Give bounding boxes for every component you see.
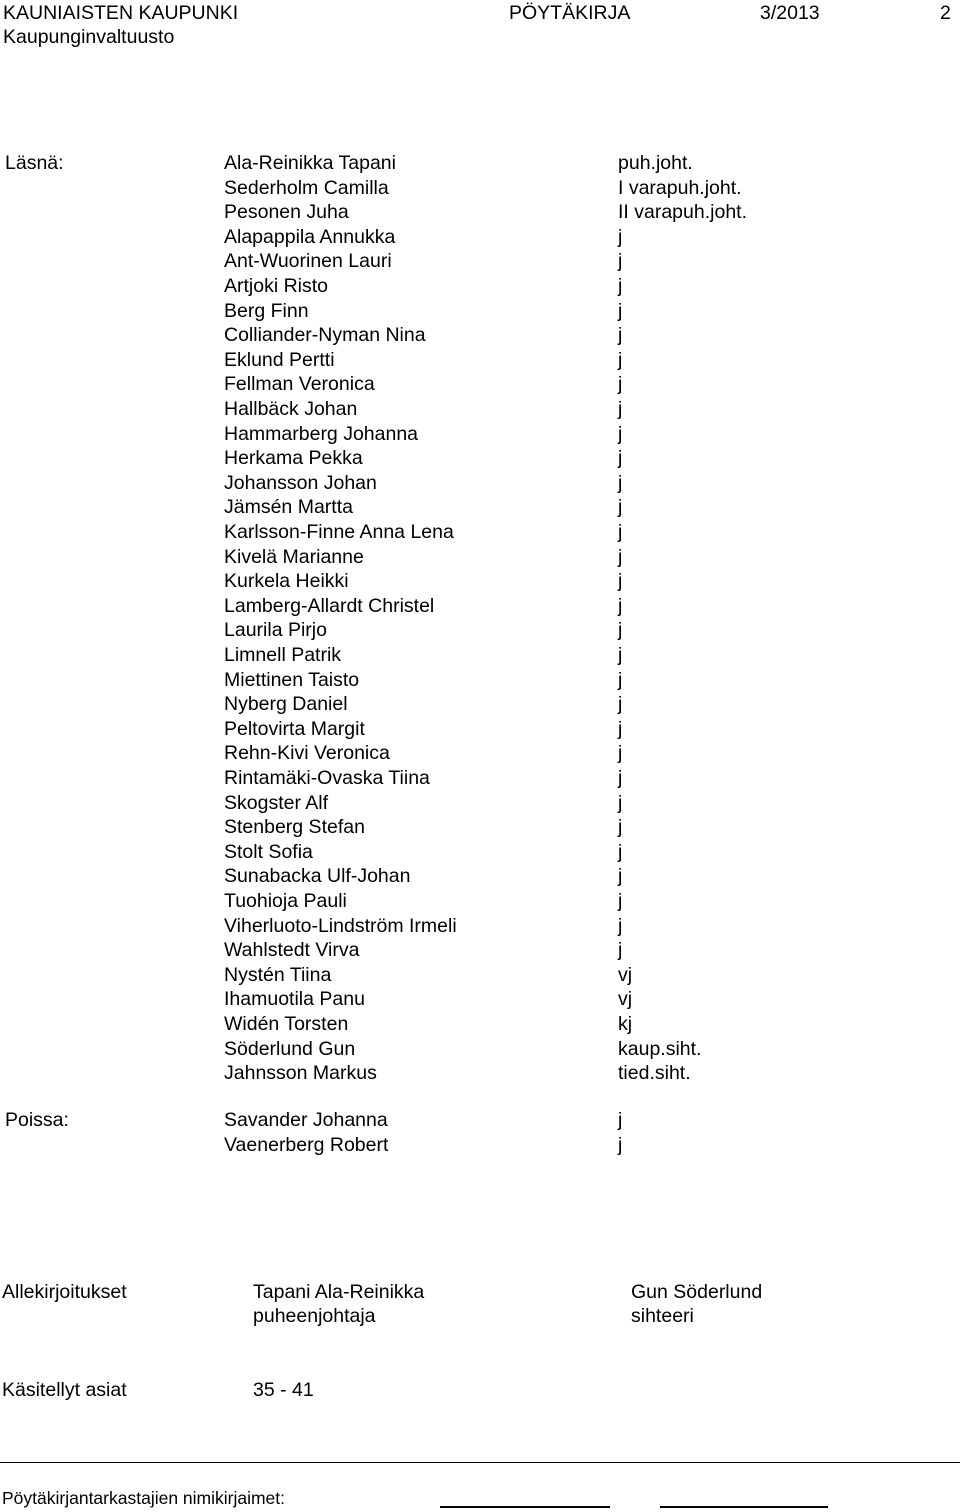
- present-row: [0, 225, 960, 250]
- present-member-role: kj: [618, 1013, 633, 1035]
- present-member-role: j: [618, 767, 623, 789]
- absent-member-name: Savander Johanna: [224, 1109, 388, 1131]
- present-member-name: Miettinen Taisto: [224, 668, 360, 691]
- initials-line-1: [440, 1506, 610, 1508]
- present-member-role: j: [618, 422, 623, 445]
- present-member-name: Jämsén Martta: [224, 496, 353, 519]
- present-member-name: Pesonen Juha: [224, 201, 349, 224]
- header-body: Kaupunginvaltuusto: [3, 26, 175, 48]
- present-member-name: Stenberg Stefan: [224, 816, 365, 839]
- present-member-role: j: [618, 914, 623, 937]
- chair-name: Tapani Ala-Reinikka: [253, 1281, 425, 1303]
- present-member-name: Stolt Sofia: [224, 840, 313, 863]
- present-row: [0, 446, 960, 471]
- present-member-role: j: [618, 693, 623, 716]
- absent-label: Poissa:: [5, 1109, 69, 1131]
- present-member-role: j: [618, 496, 623, 519]
- present-row: [0, 471, 960, 496]
- present-row: [0, 348, 960, 373]
- present-member-role: j: [618, 324, 623, 347]
- present-member-role: j: [618, 840, 623, 863]
- present-row: [0, 840, 960, 865]
- present-member-role: j: [618, 890, 623, 912]
- present-member-name: Widén Torsten: [224, 1013, 349, 1035]
- present-member-name: Kivelä Marianne: [224, 545, 364, 568]
- present-member-name: Nyberg Daniel: [224, 693, 348, 716]
- footer-divider: [0, 1462, 960, 1463]
- present-member-role: j: [618, 250, 623, 273]
- present-member-role: j: [618, 816, 623, 839]
- present-member-name: Peltovirta Margit: [224, 717, 365, 740]
- present-row: [0, 1012, 960, 1037]
- present-member-role: I varapuh.joht.: [618, 176, 742, 199]
- present-row: [0, 151, 960, 176]
- present-row: [0, 987, 960, 1012]
- header-page-number: 2: [940, 2, 951, 24]
- present-member-name: Tuohioja Pauli: [224, 890, 347, 912]
- absent-member-name: Vaenerberg Robert: [224, 1133, 389, 1156]
- present-member-role: j: [618, 594, 623, 617]
- present-member-name: Hammarberg Johanna: [224, 422, 419, 445]
- present-row: [0, 569, 960, 594]
- signatures-label: Allekirjoitukset: [2, 1281, 127, 1303]
- present-member-name: Limnell Patrik: [224, 644, 342, 666]
- present-row: [0, 299, 960, 324]
- header-doc-type: PÖYTÄKIRJA: [509, 2, 631, 24]
- present-row: [0, 520, 960, 545]
- present-row: [0, 643, 960, 668]
- footer-label: Pöytäkirjantarkastajien nimikirjaimet:: [2, 1488, 286, 1508]
- present-member-role: j: [618, 668, 623, 691]
- present-member-name: Herkama Pekka: [224, 447, 363, 470]
- present-member-role: j: [618, 225, 623, 248]
- present-member-name: Kurkela Heikki: [224, 570, 349, 593]
- present-member-name: Artjoki Risto: [224, 275, 329, 297]
- present-row: [0, 397, 960, 422]
- present-row: [0, 372, 960, 397]
- present-member-role: j: [618, 865, 623, 888]
- present-member-role: j: [618, 348, 623, 371]
- present-member-role: vj: [618, 988, 633, 1011]
- absent-member-role: j: [618, 1109, 623, 1131]
- present-row: [0, 1061, 960, 1086]
- present-member-role: puh.joht.: [618, 152, 693, 174]
- present-member-name: Colliander-Nyman Nina: [224, 324, 426, 347]
- present-row: [0, 594, 960, 619]
- initials-line-2: [660, 1506, 828, 1508]
- present-member-name: Söderlund Gun: [224, 1037, 356, 1060]
- present-member-name: Fellman Veronica: [224, 373, 375, 396]
- present-row: [0, 422, 960, 447]
- present-row: [0, 889, 960, 914]
- secretary-title: sihteeri: [631, 1305, 694, 1327]
- present-member-name: Ala-Reinikka Tapani: [224, 152, 396, 174]
- present-member-name: Ant-Wuorinen Lauri: [224, 250, 392, 273]
- present-row: [0, 668, 960, 693]
- present-member-role: tied.siht.: [618, 1062, 691, 1085]
- present-member-role: j: [618, 447, 623, 470]
- present-member-role: II varapuh.joht.: [618, 201, 747, 224]
- present-member-name: Wahlstedt Virva: [224, 939, 360, 962]
- present-member-name: Skogster Alf: [224, 791, 329, 814]
- present-member-role: j: [618, 939, 623, 962]
- present-member-name: Johansson Johan: [224, 471, 377, 494]
- present-row: [0, 741, 960, 766]
- present-member-name: Karlsson-Finne Anna Lena: [224, 521, 454, 543]
- present-member-name: Sederholm Camilla: [224, 176, 389, 199]
- present-member-role: j: [618, 619, 623, 642]
- present-row: [0, 323, 960, 348]
- present-member-role: j: [618, 742, 623, 765]
- present-member-name: Laurila Pirjo: [224, 619, 327, 642]
- present-member-name: Alapappila Annukka: [224, 225, 396, 248]
- absent-row: [0, 1108, 960, 1133]
- present-row: [0, 692, 960, 717]
- present-row: [0, 791, 960, 816]
- present-row: [0, 249, 960, 274]
- present-member-name: Jahnsson Markus: [224, 1062, 377, 1085]
- present-row: [0, 717, 960, 742]
- present-member-role: vj: [618, 963, 633, 986]
- secretary-name: Gun Söderlund: [631, 1281, 763, 1303]
- present-member-name: Lamberg-Allardt Christel: [224, 594, 435, 617]
- present-member-name: Rehn-Kivi Veronica: [224, 742, 390, 765]
- present-member-name: Sunabacka Ulf-Johan: [224, 865, 411, 888]
- present-row: [0, 200, 960, 225]
- present-member-role: j: [618, 717, 623, 740]
- present-row: [0, 815, 960, 840]
- present-member-role: j: [618, 471, 623, 494]
- present-member-role: j: [618, 545, 623, 568]
- present-member-name: Viherluoto-Lindström Irmeli: [224, 914, 457, 937]
- present-row: [0, 864, 960, 889]
- present-member-role: j: [618, 521, 623, 543]
- present-row: [0, 545, 960, 570]
- present-member-role: j: [618, 275, 623, 297]
- present-member-name: Rintamäki-Ovaska Tiina: [224, 767, 430, 789]
- absent-member-role: j: [618, 1133, 623, 1156]
- present-row: [0, 938, 960, 963]
- present-row: [0, 274, 960, 299]
- chair-title: puheenjohtaja: [253, 1305, 376, 1327]
- present-member-role: j: [618, 373, 623, 396]
- present-member-role: j: [618, 791, 623, 814]
- header-number: 3/2013: [760, 2, 820, 24]
- header-org: KAUNIAISTEN KAUPUNKI: [3, 2, 239, 24]
- present-row: [0, 766, 960, 791]
- handled-value: 35 - 41: [253, 1379, 314, 1401]
- present-row: [0, 176, 960, 201]
- present-member-role: j: [618, 644, 623, 666]
- present-member-name: Hallbäck Johan: [224, 398, 358, 420]
- present-member-name: Berg Finn: [224, 299, 309, 322]
- handled-label: Käsitellyt asiat: [2, 1379, 127, 1401]
- present-member-name: Ihamuotila Panu: [224, 988, 365, 1011]
- present-row: [0, 914, 960, 939]
- present-member-name: Eklund Pertti: [224, 348, 335, 371]
- present-row: [0, 963, 960, 988]
- present-member-name: Nystén Tiina: [224, 963, 332, 986]
- present-label: Läsnä:: [5, 152, 64, 174]
- absent-row: [0, 1133, 960, 1158]
- present-member-role: j: [618, 570, 623, 593]
- present-row: [0, 1037, 960, 1062]
- present-member-role: j: [618, 398, 623, 420]
- present-row: [0, 495, 960, 520]
- present-row: [0, 618, 960, 643]
- present-member-role: kaup.siht.: [618, 1037, 702, 1060]
- present-member-role: j: [618, 299, 623, 322]
